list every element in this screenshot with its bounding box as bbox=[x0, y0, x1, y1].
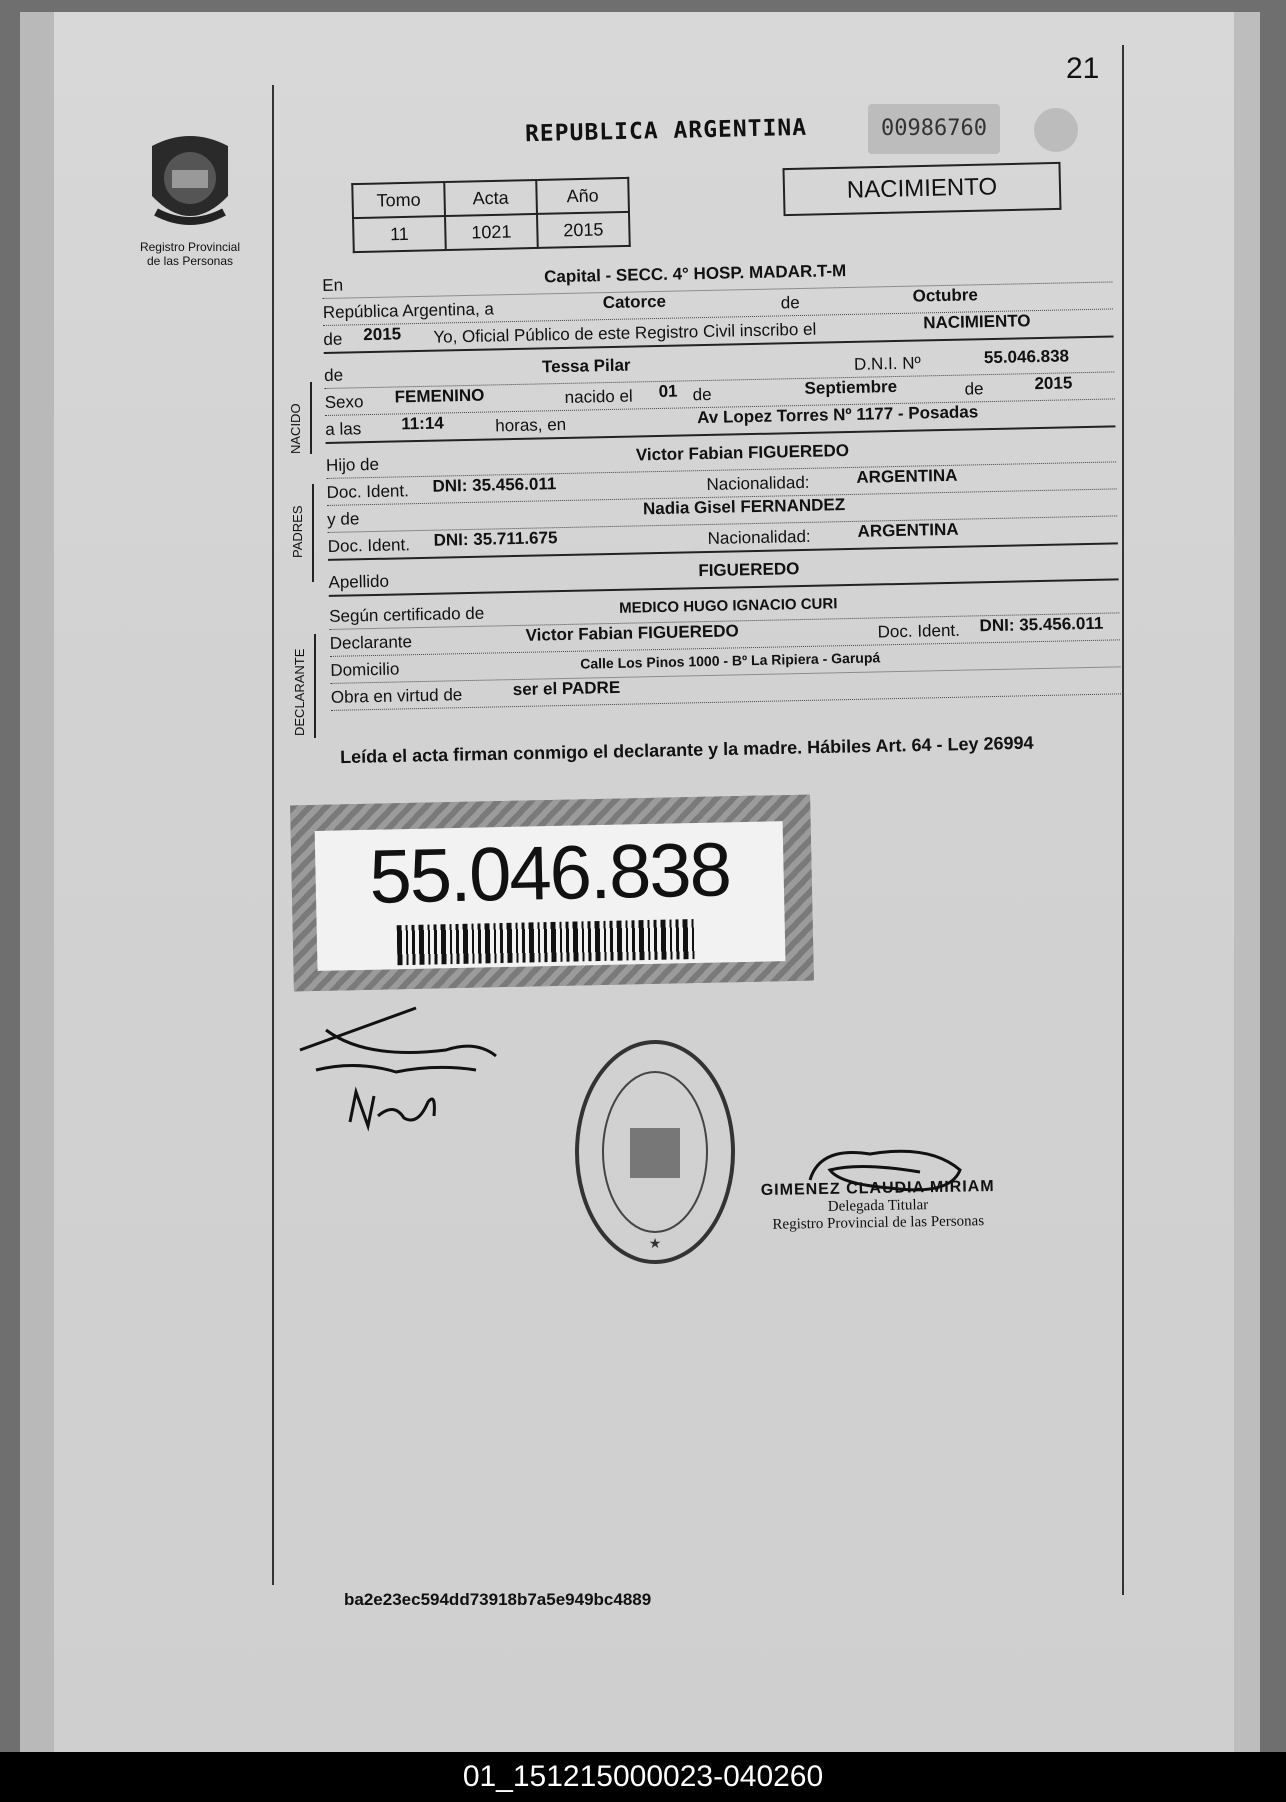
barcode-number: 55.046.838 bbox=[368, 827, 731, 920]
closing-note: Leída el acta firman conmigo el declarante y la madre. Hábiles Art. 64 - Ley 26994 bbox=[339, 732, 1034, 768]
act-type-value: NACIMIENTO bbox=[922, 311, 1031, 333]
father-nac-label: Nacionalidad: bbox=[706, 472, 810, 494]
surname-value: FIGUEREDO bbox=[698, 559, 800, 581]
declarante-label: Declarante bbox=[329, 632, 413, 653]
nacido-de-label: de bbox=[323, 365, 344, 385]
horas-label: horas, en bbox=[495, 414, 567, 436]
certificate-value: MEDICO HUGO IGNACIO CURI bbox=[618, 595, 838, 617]
hijo-label: Hijo de bbox=[325, 454, 380, 475]
mother-nac-label: Nacionalidad: bbox=[707, 526, 811, 548]
officer-block bbox=[748, 1178, 1009, 1235]
address-value: Calle Los Pinos 1000 - Bº La Ripiera - Garupá bbox=[580, 649, 881, 672]
record-type-box: NACIMIENTO bbox=[782, 162, 1061, 216]
birth-year: 2015 bbox=[1034, 373, 1073, 394]
officer-org: Registro Provincial de las Personas bbox=[772, 1213, 985, 1233]
a-las-label: a las bbox=[325, 419, 362, 439]
birth-time: 11:14 bbox=[400, 413, 444, 434]
obra-label: Obra en virtud de bbox=[330, 685, 463, 707]
child-name: Tessa Pilar bbox=[541, 355, 631, 377]
anio-header: Año bbox=[536, 178, 629, 214]
father-nationality: ARGENTINA bbox=[856, 465, 958, 487]
padres-section-label: PADRES bbox=[290, 505, 305, 558]
svg-text:★: ★ bbox=[648, 1235, 662, 1251]
anio-value: 2015 bbox=[537, 212, 630, 248]
frame-right-line bbox=[1122, 45, 1124, 1595]
tomo-value: 11 bbox=[353, 216, 446, 252]
father-name: Victor Fabian FIGUEREDO bbox=[635, 441, 850, 465]
mother-signature bbox=[344, 1082, 454, 1152]
en-label: En bbox=[322, 275, 344, 295]
footer-id: 01_151215000023-040260 bbox=[0, 1752, 1286, 1802]
de-label-4: de bbox=[964, 379, 984, 399]
dni-label: D.N.I. Nº bbox=[853, 353, 921, 374]
father-doc: DNI: 35.456.011 bbox=[432, 474, 557, 496]
sex-value: FEMENINO bbox=[394, 385, 485, 407]
tomo-header: Tomo bbox=[352, 182, 445, 218]
birth-day: 01 bbox=[658, 381, 678, 401]
de-label-3: de bbox=[692, 384, 712, 405]
nacido-el-label: nacido el bbox=[564, 386, 633, 407]
yde-label: y de bbox=[326, 509, 360, 529]
officer-title: Delegada Titular bbox=[827, 1197, 929, 1215]
padres-bar bbox=[312, 484, 314, 582]
mother-doc: DNI: 35.711.675 bbox=[433, 528, 558, 550]
republica-label: República Argentina, a bbox=[322, 299, 495, 322]
mother-name: Nadia Gisel FERNANDEZ bbox=[642, 495, 846, 519]
document-hash: ba2e23ec594dd73918b7a5e949bc4889 bbox=[344, 1590, 652, 1609]
serial-number: 00986760 bbox=[868, 104, 1000, 154]
paper-edge bbox=[20, 12, 54, 1762]
de-label: de bbox=[780, 293, 800, 313]
officer-name: GIMENEZ CLAUDIA MIRIAM bbox=[760, 1177, 995, 1200]
day-value: Catorce bbox=[602, 291, 667, 313]
acta-header: Acta bbox=[444, 180, 537, 216]
apellido-label: Apellido bbox=[328, 571, 390, 592]
barcode-label bbox=[315, 821, 786, 971]
official-seal bbox=[572, 1036, 738, 1268]
declarant-doc: DNI: 35.456.011 bbox=[979, 613, 1104, 636]
declarante-section-label: DECLARANTE bbox=[292, 648, 307, 736]
de-label-2: de bbox=[323, 329, 343, 349]
father-doc-label: Doc. Ident. bbox=[326, 481, 410, 502]
register-table-values bbox=[353, 212, 630, 252]
frame-left-line bbox=[272, 85, 274, 1585]
page-number: 21 bbox=[1066, 52, 1100, 85]
declarante-bar bbox=[314, 634, 316, 738]
barcode-bars bbox=[397, 919, 698, 965]
register-table bbox=[351, 177, 631, 253]
year-value: 2015 bbox=[363, 324, 402, 345]
mother-doc-label: Doc. Ident. bbox=[327, 535, 411, 556]
decl-doc-label: Doc. Ident. bbox=[877, 620, 961, 642]
cert-label: Según certificado de bbox=[329, 603, 485, 626]
act-form bbox=[322, 255, 1121, 710]
registry-caption bbox=[120, 240, 260, 268]
province-logo bbox=[142, 126, 238, 236]
capacity-value: ser el PADRE bbox=[512, 677, 621, 700]
declarant-name: Victor Fabian FIGUEREDO bbox=[525, 621, 739, 645]
nacido-section-label: NACIDO bbox=[288, 403, 303, 454]
mother-nationality: ARGENTINA bbox=[857, 519, 959, 541]
nacido-bar bbox=[310, 382, 312, 454]
sexo-label: Sexo bbox=[324, 392, 364, 412]
place-value: Capital - SECC. 4° HOSP. MADAR.T-M bbox=[543, 261, 847, 287]
birth-month: Septiembre bbox=[804, 376, 898, 398]
registry-caption-line1: Registro Provincial bbox=[139, 240, 241, 254]
paper-shadow bbox=[1234, 12, 1260, 1762]
officer-text: Yo, Oficial Público de este Registro Civil inscribo el bbox=[433, 319, 817, 347]
registry-caption-line2: de las Personas bbox=[146, 254, 234, 268]
acta-value: 1021 bbox=[445, 214, 538, 250]
serial-mark bbox=[1034, 108, 1078, 152]
month-value: Octubre bbox=[912, 285, 979, 306]
child-dni: 55.046.838 bbox=[983, 346, 1070, 368]
document-title: REPUBLICA ARGENTINA bbox=[524, 114, 808, 148]
domicilio-label: Domicilio bbox=[330, 659, 400, 680]
birth-place: Av Lopez Torres Nº 1177 - Posadas bbox=[696, 402, 979, 428]
barcode-sticker bbox=[290, 795, 814, 992]
